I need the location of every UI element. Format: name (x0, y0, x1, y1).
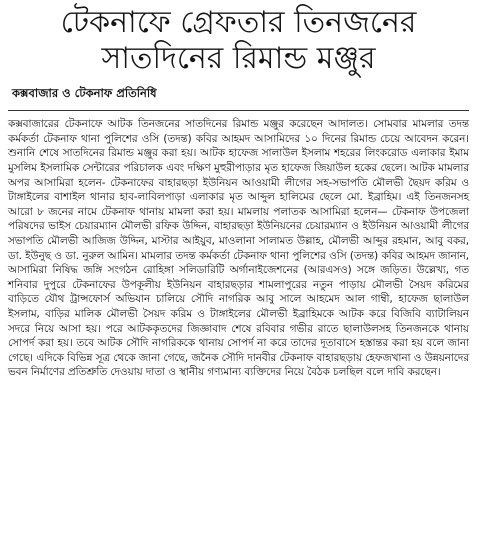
headline-line-1: টেকনাফে গ্রেফতার তিনজনের (60, 5, 417, 40)
divider (8, 110, 469, 111)
byline: কক্সবাজার ও টেকনাফ প্রতিনিধি (12, 86, 157, 101)
headline-line-2: সাতদিনের রিমান্ড মঞ্জুর (101, 40, 376, 76)
article-body: কক্সবাজারের টেকনাফে আটক তিনজনের সাতদিনের রিমান্ড মঞ্জুর করেছেন আদালত। সোমবার মামলার তদন্ত কর্মকর্তা টেকনাফ থানা পুলিশের ওসি (তদন্ত) কবির আহমদ আসামিদের ১০ দিনের রিমান্ড চেয়ে আবেদন করেন। শুনানি শেষে সাতদিনের রিমান্ড মঞ্জুর করা হয়। আটক হাফেজ সালাউল ইসলাম শহরের লিংকরোড এলাকার ইমাম মুসলিম ইসলামিক সেন্টারের পরিচালক এবং দক্ষিণ মুহুরীপাড়ার মৃত হাফেজ জিয়াউল হকের ছেলে। আটক মামলার অপর আসামিরা হলেন- টেকনাফের বাহারছড়া ইউনিয়ন আওয়ামী লীগের সহ-সভাপতি মৌলভী ছৈয়দ করিম ও টাঙ্গাইলের বাশাইল থানার হাব-লাবিলপাড়া এলাকার মৃত আব্দুল হালিমের ছেলে মো. ইব্রাহিম। এই তিনজনসহ আরো ৮ জনের নামে টেকনাফ থানায় মামলা করা হয়। মামলায় পলাতক আসামিরা হলেন— টেকনাফ উপজেলা পরিষদের ভাইস চেয়ারম্যান মৌলভী রফিক উদ্দিন, বাহারছড়া ইউনিয়নের চেয়ারম্যান ও ইউনিয়ন আওয়ামী লীগের সভাপতি মৌলভী আজিজ উদ্দিন, মাস্টার আইয়ুব, মাওলানা সালামত উল্লাহ, মৌলভী আব্দুর রহমান, আবু বকর, ডা. ইউনুছ ও ডা. নুরুল আমিন। মামলার তদন্ত কর্মকর্তা টেকনাফ থানা পুলিশের ওসি (তদন্ত) কবির আহমদ জানান, আসামিরা নিষিদ্ধ জঙ্গি সংগঠন রোহিঙ্গা সলিডারিটি অর্গানাইজেশনের (আরএসও) সঙ্গে জড়িত। উল্লেখ্য, গত শনিবার দুপুরে টেকনাফের উপকূলীয় ইউনিয়ন বাহারছড়ার শামলাপুরের নতুন পাড়ায় মৌলভী সৈয়দ করিমের বাড়িতে যৌথ ট্রান্সফোর্স অভিযান চালিয়ে সৌদি নাগরিক আবু সালে আহমেদ আল গাম্বী, হাফেজ ছালাউল ইসলাম, বাড়ির মালিক মৌলভী সৈয়দ করিম ও টাঙ্গাইলের মৌলভী ইব্রাহিমকে আটক করে বিজিবি ব্যাটালিয়ন সদরে নিয়ে আসা হয়। পরে আটককৃতদের জিজ্ঞাবাদ শেষে রবিবার গভীর রাতে ছালাউলসহ তিনজনকে থানায় সোপর্দ করা হয়। তবে আটক সৌদি নাগরিককে থানায় সোপর্দ না করে তাদের দূতাবাসে হস্তান্তর করা হয় বলে জানা গেছে। এদিকে বিভিন্ন সূত্র থেকে জানা গেছে, জনৈক সৌদি দানবীর টেকনাফ বাহারছড়ায় হেফজখানা ও উন্নয়নাদের ভবন নির্মাণের প্রতিশ্রুতি দেওয়ায় দাতা ও স্থানীয় গণ্যমান্য ব্যক্তিদের নিয়ে বৈঠক চলছিল বলে দাবি করছেন। (8, 118, 469, 379)
